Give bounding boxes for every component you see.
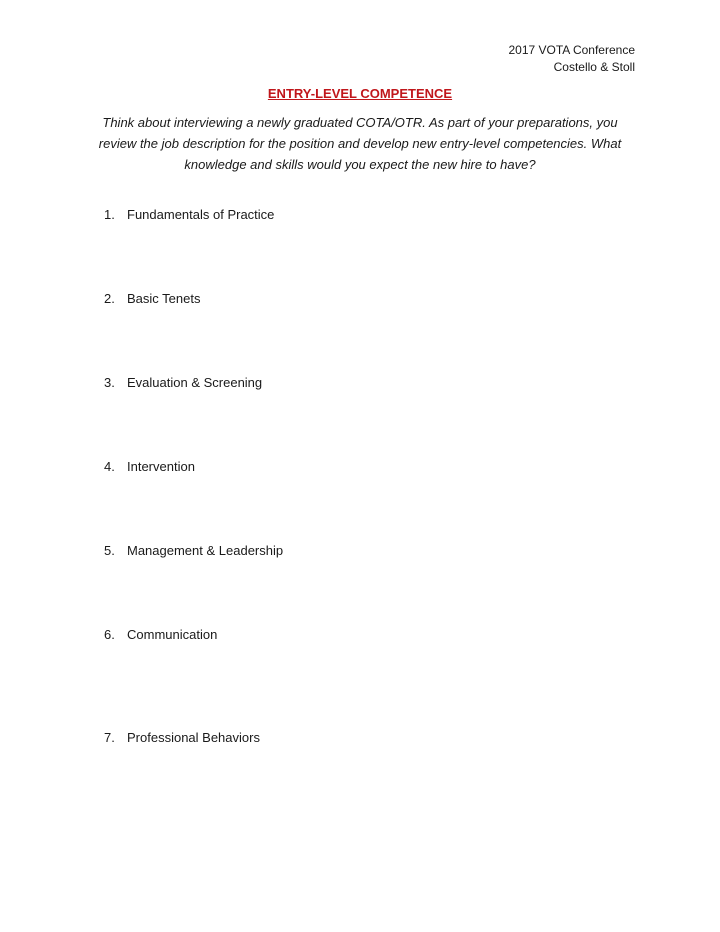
item-number: 2. <box>104 291 115 306</box>
list-item <box>104 375 262 390</box>
item-label: Professional Behaviors <box>127 730 260 745</box>
list-item <box>104 291 200 306</box>
conference-name: 2017 VOTA Conference <box>508 43 635 57</box>
document-title: ENTRY-LEVEL COMPETENCE <box>267 86 453 101</box>
item-label: Management & Leadership <box>127 543 284 558</box>
list-item <box>104 207 274 222</box>
item-label: Evaluation & Screening <box>127 375 263 390</box>
item-label: Intervention <box>127 459 195 474</box>
list-item <box>104 543 283 558</box>
item-number: 7. <box>104 730 115 745</box>
prompt-paragraph: Think about interviewing a newly graduated COTA/OTR. As part of your preparations, you review the job description for the position and develop new entry-level competencies. What knowledge and skills would you expect the new hire to have? <box>98 115 622 172</box>
item-number: 4. <box>104 459 115 474</box>
list-item <box>104 627 217 642</box>
item-number: 3. <box>104 375 115 390</box>
author-names: Costello & Stoll <box>553 60 635 74</box>
item-number: 5. <box>104 543 115 558</box>
item-number: 6. <box>104 627 115 642</box>
page-header <box>508 42 635 76</box>
item-label: Basic Tenets <box>127 291 201 306</box>
item-number: 1. <box>104 207 115 222</box>
item-label: Fundamentals of Practice <box>127 207 275 222</box>
item-label: Communication <box>127 627 218 642</box>
list-item <box>104 459 195 474</box>
list-item <box>104 730 260 745</box>
